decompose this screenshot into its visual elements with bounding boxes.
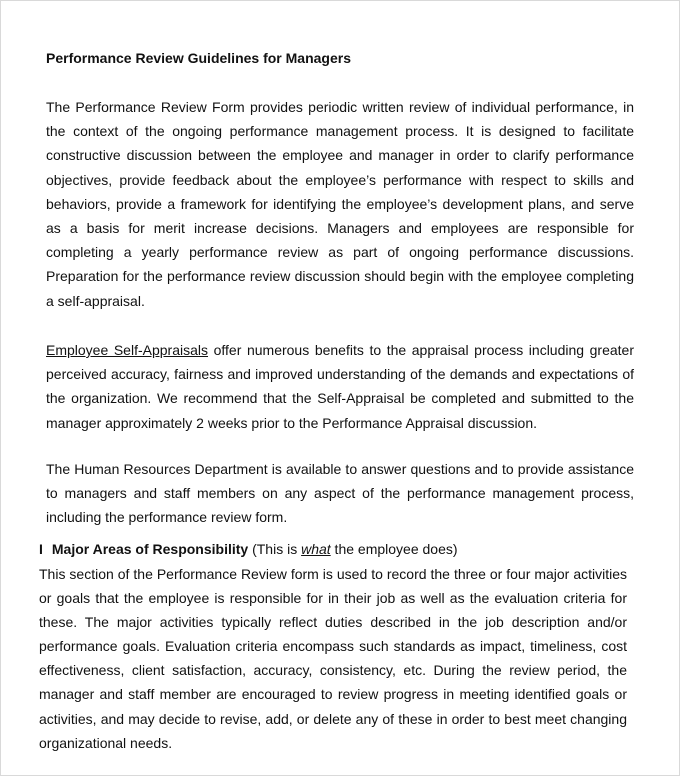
section-heading (39, 539, 458, 559)
document-title: Performance Review Guidelines for Managers (46, 50, 351, 66)
hr-paragraph (46, 457, 634, 530)
section-number: I (39, 541, 43, 557)
text-line: The Human Resources Department is available to answer questions and to provide assistance (46, 461, 634, 477)
text-line (46, 338, 634, 362)
section-note-open: (This is (248, 541, 302, 557)
self-appraisals-term: Employee Self-Appraisals (46, 342, 209, 358)
text-line: Preparation for the performance review discussion should begin with the employee completing (46, 268, 634, 285)
text-line: or goals that the employee is responsible for in their job as well as the evaluation criteria for (39, 590, 627, 607)
intro-paragraph (46, 95, 634, 313)
text-line: effectiveness, client satisfaction, accuracy, consistency, etc. During the review period, the (39, 662, 627, 679)
text-line: manager and staff member are encouraged to review progress in meeting identified goals or (39, 686, 627, 703)
text-line: to managers and staff members on any aspect of the performance management process, (46, 485, 634, 502)
text-line: manager approximately 2 weeks prior to the Performance Appraisal discussion. (46, 414, 538, 431)
text-line: the context of the ongoing performance management process. It is designed to facilitate (46, 123, 634, 140)
text-line: including the performance review form. (46, 509, 288, 526)
text-line: completing a yearly performance review as part of ongoing performance discussions. (46, 244, 634, 261)
text-line: This section of the Performance Review form is used to record the three or four major activities (39, 566, 627, 582)
text-line: objectives, provide feedback about the employee’s performance with respect to skills and (46, 171, 634, 188)
text-line: performance goals. Evaluation criteria encompass such standards as impact, timeliness, cost (39, 638, 627, 655)
section-title: Major Areas of Responsibility (51, 541, 249, 557)
section-note-close: the employee does) (330, 541, 458, 557)
self-appraisal-paragraph (46, 338, 634, 435)
section-body (39, 562, 627, 755)
text-line: these. The major activities typically reflect duties described in the job description and/or (39, 614, 627, 631)
text-run: offer numerous benefits to the appraisal process including greater (208, 342, 635, 358)
text-line: constructive discussion between the employee and manager in order to clarify performance (46, 147, 634, 164)
text-line: perceived accuracy, fairness and improved understanding of the demands and expectations of (46, 366, 634, 383)
section-note-emphasis: what (301, 541, 331, 557)
text-line: the organization. We recommend that the Self-Appraisal be completed and submitted to the (46, 390, 634, 407)
text-line: activities, and may decide to revise, add, or delete any of these in order to best meet changing (39, 710, 627, 727)
text-line: The Performance Review Form provides periodic written review of individual performance, in (46, 99, 634, 115)
text-line: behaviors, provide a framework for identifying the employee’s development plans, and serve (46, 195, 634, 212)
text-line: as a basis for merit increase decisions. Managers and employees are responsible for (46, 220, 634, 237)
text-line: organizational needs. (39, 734, 173, 751)
text-line: a self-appraisal. (46, 292, 145, 309)
